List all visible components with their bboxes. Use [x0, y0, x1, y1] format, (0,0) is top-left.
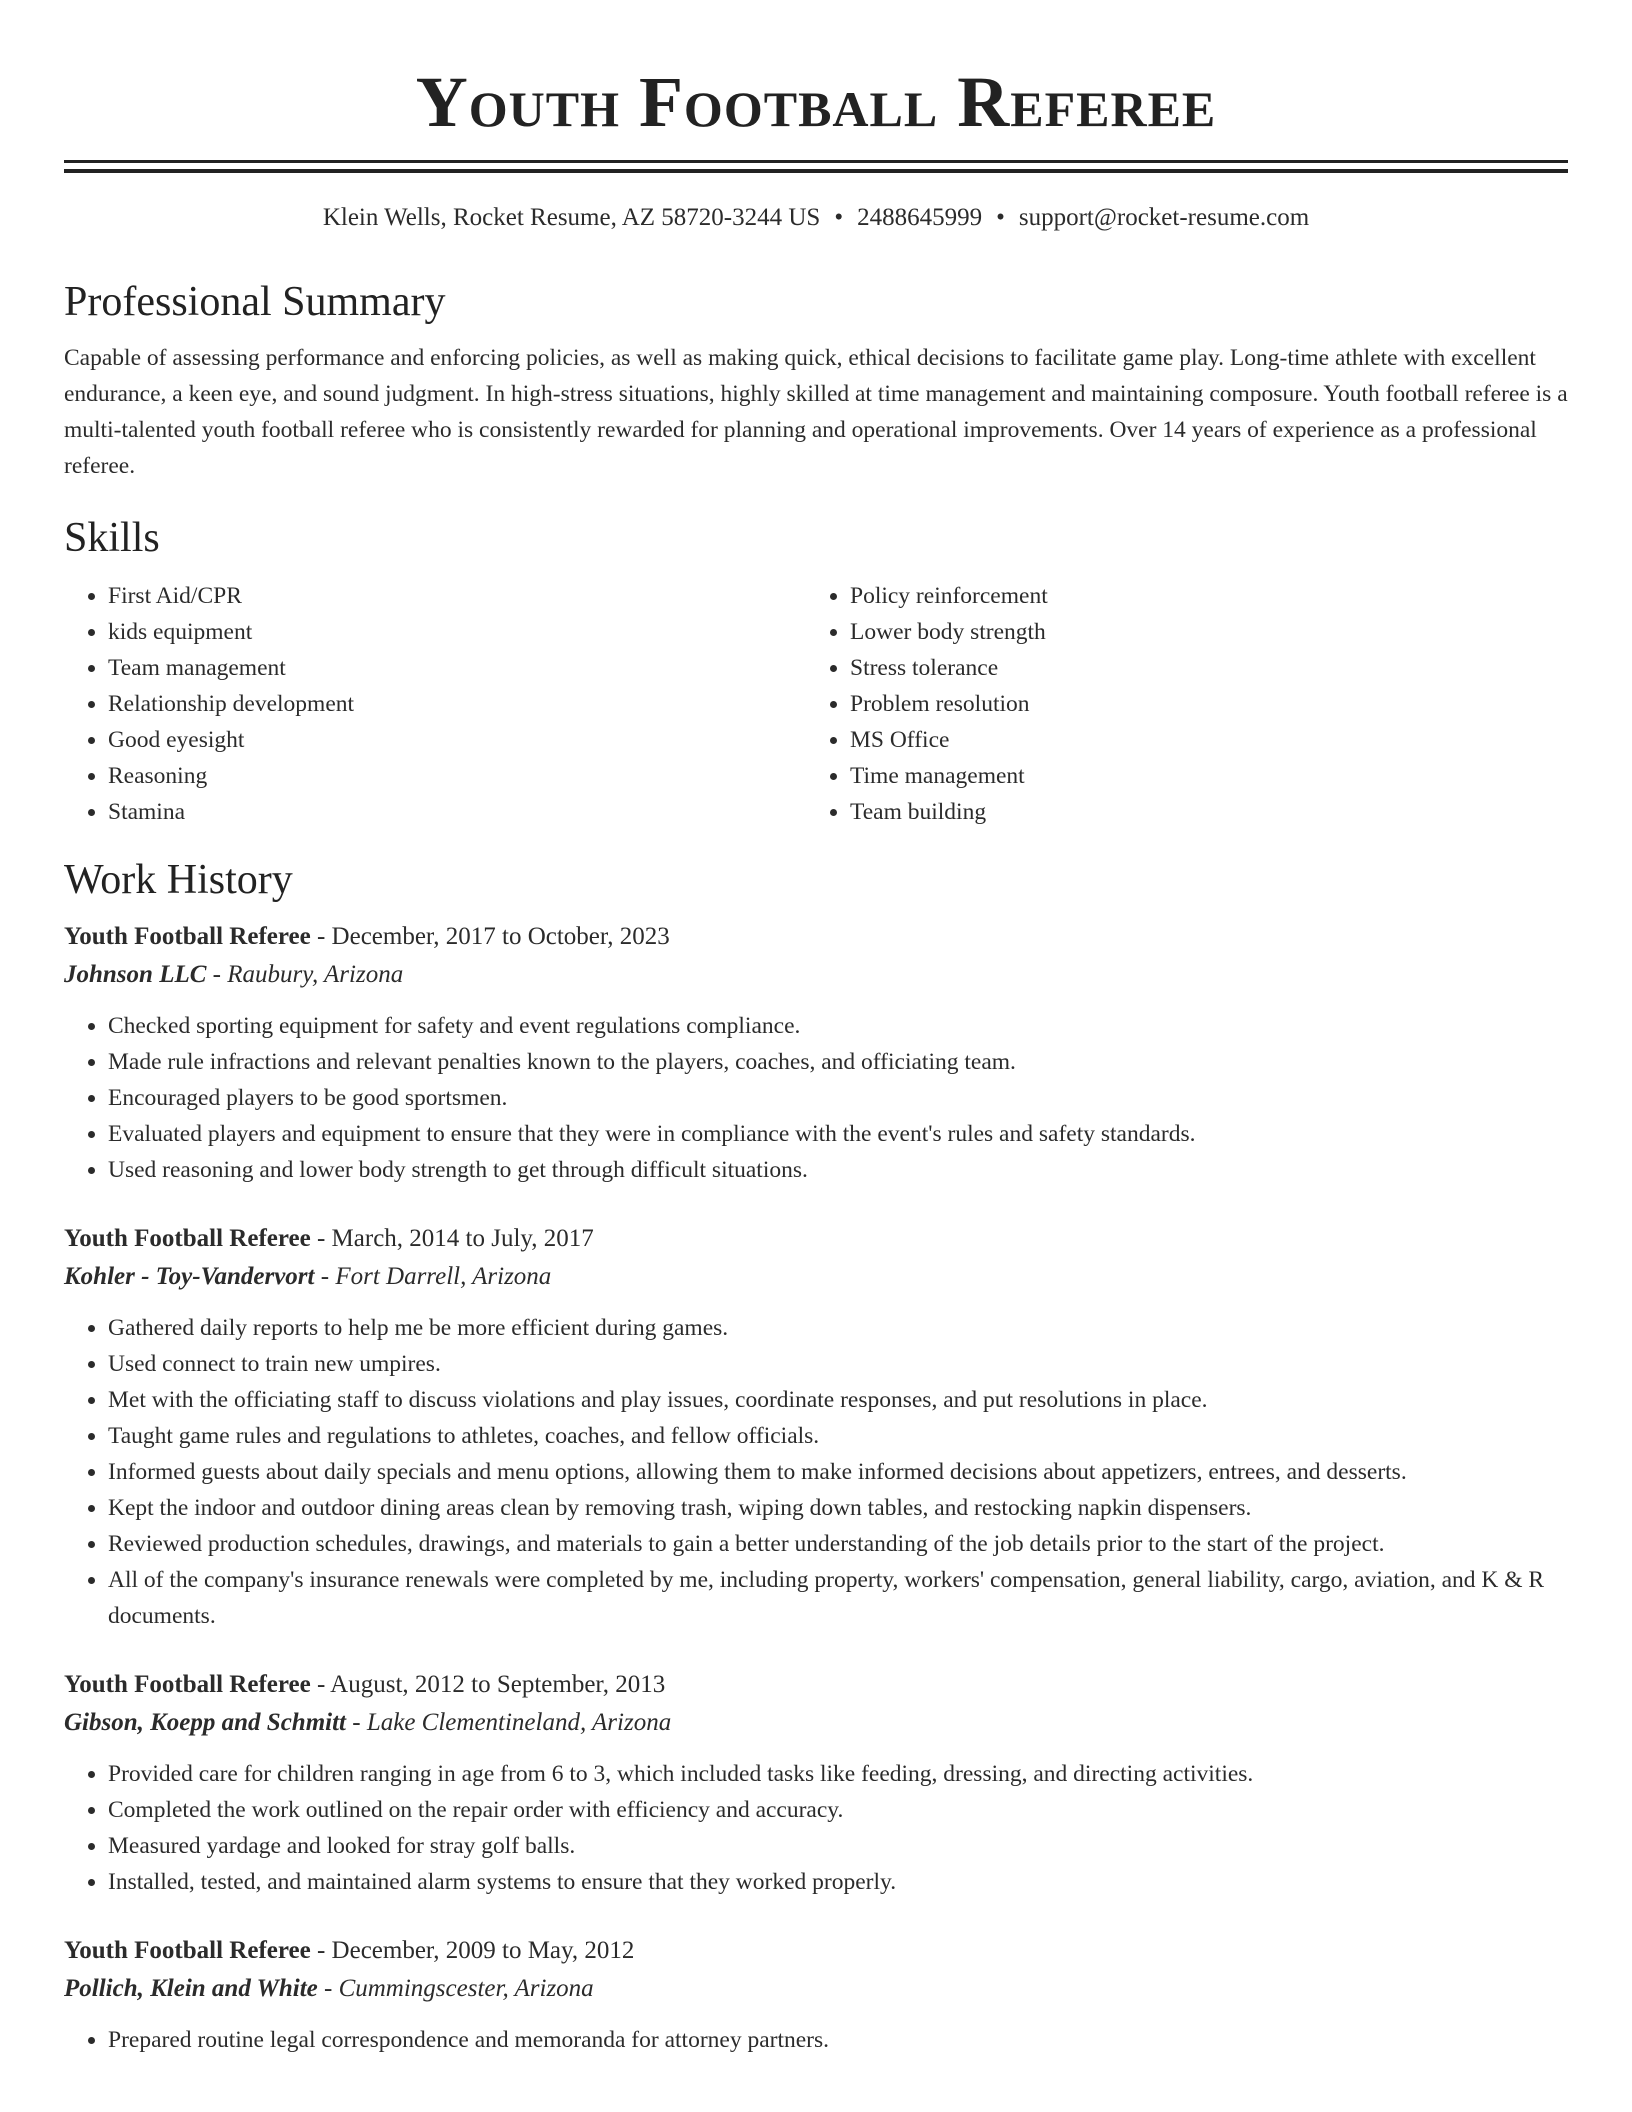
dash-separator: -	[317, 1975, 339, 2002]
skill-item: • Problem resolution	[850, 686, 1568, 722]
contact-separator: •	[834, 204, 844, 231]
job-duty: • Informed guests about daily specials and menu options, allowing them to make informed decisions about appetizers, entrees, and desserts.	[108, 1454, 1568, 1490]
skills-column-right	[806, 578, 1568, 830]
dash-separator: -	[206, 961, 228, 988]
job-title: Youth Football Referee	[64, 1937, 311, 1964]
work-history-heading: Work History	[64, 857, 293, 903]
job-dates: August, 2012 to September, 2013	[330, 1671, 666, 1698]
dash-separator: -	[310, 1671, 331, 1698]
skill-item: • Stamina	[108, 794, 806, 830]
skill-item: • Lower body strength	[850, 614, 1568, 650]
skills-list	[64, 578, 1568, 830]
job-duty: • Measured yardage and looked for stray golf balls.	[108, 1828, 1568, 1864]
job-duty: • Encouraged players to be good sportsmen.	[108, 1080, 1568, 1116]
job-duty: • Used connect to train new umpires.	[108, 1346, 1568, 1382]
job-entry	[64, 1220, 1568, 1634]
job-duty: • Gathered daily reports to help me be more efficient during games.	[108, 1310, 1568, 1346]
skill-item: • MS Office	[850, 722, 1568, 758]
resume-title: Youth Football Referee	[415, 62, 1217, 142]
dash-separator: -	[310, 1937, 332, 1964]
job-dates: December, 2009 to May, 2012	[331, 1937, 635, 1964]
job-duty: • Prepared routine legal correspondence and memoranda for attorney partners.	[108, 2022, 1568, 2058]
company-line	[64, 1970, 1568, 2008]
job-title: Youth Football Referee	[64, 1225, 311, 1252]
job-duties-list	[64, 2022, 1568, 2058]
job-duty: • Provided care for children ranging in age from 6 to 3, which included tasks like feeding, dressing, and directing activities.	[108, 1756, 1568, 1792]
skill-item: • Policy reinforcement	[850, 578, 1568, 614]
job-title-line	[64, 1932, 1568, 1970]
job-duty: • Checked sporting equipment for safety and event regulations compliance.	[108, 1008, 1568, 1044]
job-dates: March, 2014 to July, 2017	[331, 1225, 594, 1252]
job-dates: December, 2017 to October, 2023	[331, 923, 670, 950]
company-name: Gibson, Koepp and Schmitt	[64, 1709, 346, 1736]
dash-separator: -	[346, 1709, 367, 1736]
job-location: Lake Clementineland, Arizona	[366, 1709, 672, 1736]
contact-email: support@rocket-resume.com	[1018, 204, 1310, 231]
company-line	[64, 1258, 1568, 1296]
contact-address: Klein Wells, Rocket Resume, AZ 58720-3244 US	[322, 204, 821, 231]
job-duty: • Used reasoning and lower body strength to get through difficult situations.	[108, 1152, 1568, 1188]
job-duty: • Reviewed production schedules, drawings, and materials to gain a better understanding of the job details prior to the start of the project.	[108, 1526, 1568, 1562]
job-entry	[64, 1932, 1568, 2058]
company-name: Johnson LLC	[64, 961, 207, 988]
job-duty: • Taught game rules and regulations to athletes, coaches, and fellow officials.	[108, 1418, 1568, 1454]
job-duty: • Met with the officiating staff to discuss violations and play issues, coordinate responses, and put resolutions in place.	[108, 1382, 1568, 1418]
job-duty: • Made rule infractions and relevant penalties known to the players, coaches, and officiating team.	[108, 1044, 1568, 1080]
skill-item: • First Aid/CPR	[108, 578, 806, 614]
job-duty: • Completed the work outlined on the repair order with efficiency and accuracy.	[108, 1792, 1568, 1828]
skill-item: • Time management	[850, 758, 1568, 794]
job-duty: • Evaluated players and equipment to ensure that they were in compliance with the event's rules and safety standards.	[108, 1116, 1568, 1152]
skill-item: • Relationship development	[108, 686, 806, 722]
job-duties-list	[64, 1310, 1568, 1634]
dash-separator: -	[314, 1263, 336, 1290]
job-duties-list	[64, 1756, 1568, 1900]
job-location: Raubury, Arizona	[227, 961, 404, 988]
title-divider	[64, 160, 1568, 173]
summary-text: Capable of assessing performance and enforcing policies, as well as making quick, ethical decisions to facilitate game play. Long-time athlete with excellent endurance, a keen eye, and sound judgment. In high-stress situations, highly skilled at time management and maintaining composure. Youth football referee is a multi-talented youth football referee who is consistently rewarded for planning and operational improvements. Over 14 years of experience as a professional referee.	[64, 345, 1568, 479]
job-title-line	[64, 918, 1568, 956]
job-entry	[64, 1666, 1568, 1900]
skills-column-left	[64, 578, 806, 830]
job-entry	[64, 918, 1568, 1188]
company-line	[64, 956, 1568, 994]
skills-heading: Skills	[64, 515, 160, 561]
job-title-line	[64, 1220, 1568, 1258]
job-duties-list	[64, 1008, 1568, 1188]
skill-item: • Stress tolerance	[850, 650, 1568, 686]
company-line	[64, 1704, 1568, 1742]
job-title: Youth Football Referee	[64, 1671, 311, 1698]
skill-item: • Team management	[108, 650, 806, 686]
job-location: Fort Darrell, Arizona	[335, 1263, 552, 1290]
job-duty: • Kept the indoor and outdoor dining areas clean by removing trash, wiping down tables, and restocking napkin dispensers.	[108, 1490, 1568, 1526]
skill-item: • Reasoning	[108, 758, 806, 794]
job-title: Youth Football Referee	[64, 923, 311, 950]
dash-separator: -	[310, 923, 332, 950]
summary-heading: Professional Summary	[64, 279, 446, 325]
job-duty: • All of the company's insurance renewals were completed by me, including property, workers' compensation, general liability, cargo, aviation, and K & R documents.	[108, 1562, 1568, 1634]
dash-separator: -	[310, 1225, 332, 1252]
contact-separator: •	[996, 204, 1005, 231]
company-name: Pollich, Klein and White	[64, 1975, 318, 2002]
job-duty: • Installed, tested, and maintained alarm systems to ensure that they worked properly.	[108, 1864, 1568, 1900]
skill-item: • Team building	[850, 794, 1568, 830]
skill-item: • Good eyesight	[108, 722, 806, 758]
job-location: Cummingscester, Arizona	[338, 1975, 594, 2002]
job-title-line	[64, 1666, 1568, 1704]
company-name: Kohler - Toy-Vandervort	[64, 1263, 315, 1290]
skill-item: • kids equipment	[108, 614, 806, 650]
contact-line	[64, 202, 1568, 234]
contact-phone: 2488645999	[857, 204, 983, 231]
